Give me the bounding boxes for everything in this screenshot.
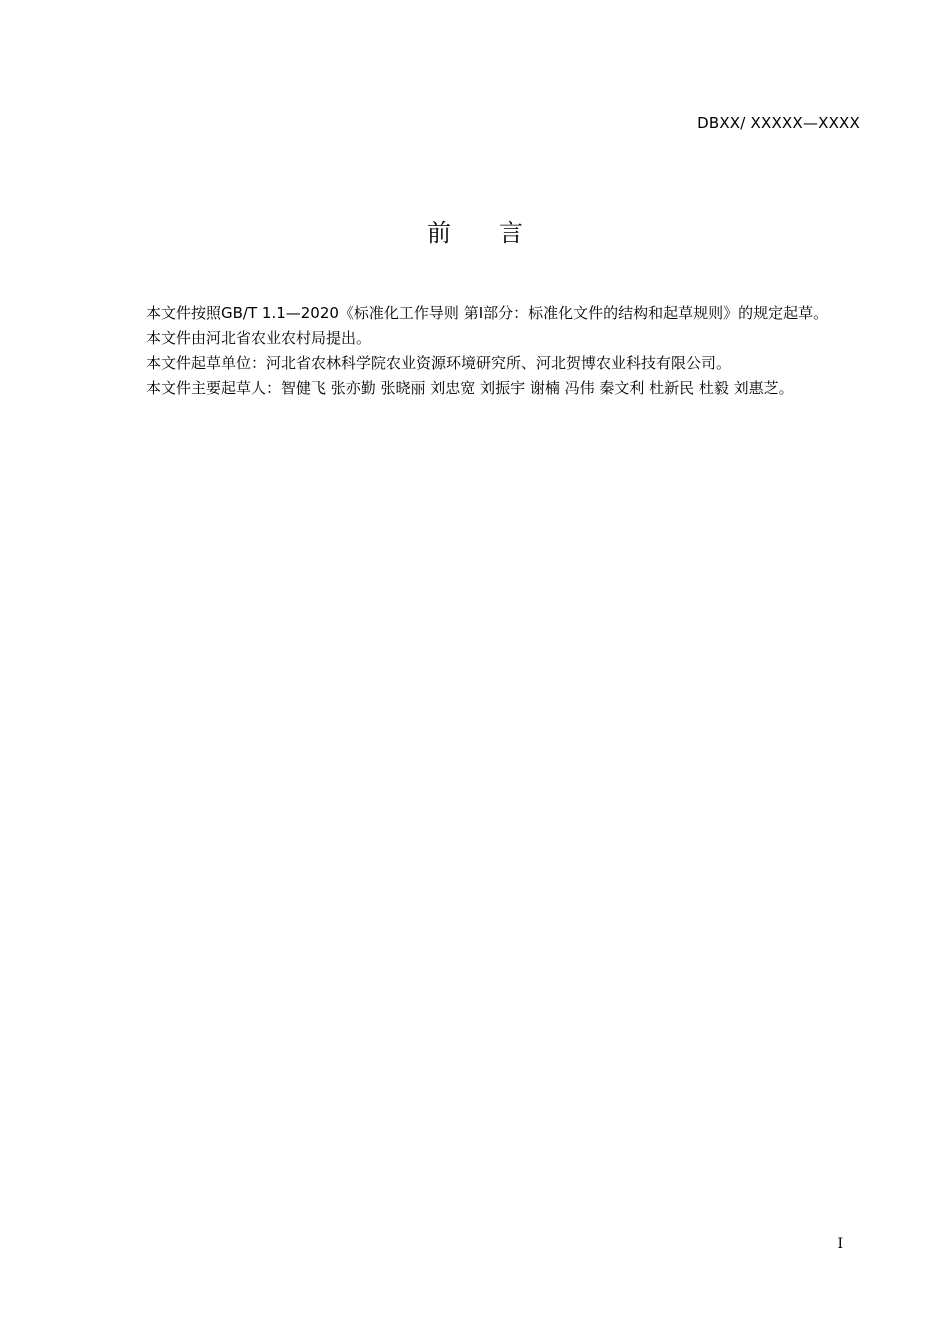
page-title: 前 言: [427, 219, 523, 247]
paragraph-drafting-units: 本文件起草单位：河北省农林科学院农业资源环境研究所、河北贺博农业科技有限公司。: [146, 354, 732, 372]
paragraph-main-drafters: 本文件主要起草人：智健飞 张亦勤 张晓丽 刘忠宽 刘振宇 谢楠 冯伟 秦文利 杜新民 杜毅 刘惠芝。: [146, 379, 794, 397]
page-number: I: [837, 1236, 843, 1252]
foreword-body: [113, 301, 860, 401]
paragraph-proposer: 本文件由河北省农业农村局提出。: [146, 329, 372, 347]
paragraph-drafting-rules: 本文件按照GB/T 1.1—2020《标准化工作导则 第Ⅰ部分：标准化文件的结构和起草规则》的规定起草。: [146, 304, 829, 322]
document-code: DBXX/ XXXXX—XXXX: [697, 114, 860, 132]
